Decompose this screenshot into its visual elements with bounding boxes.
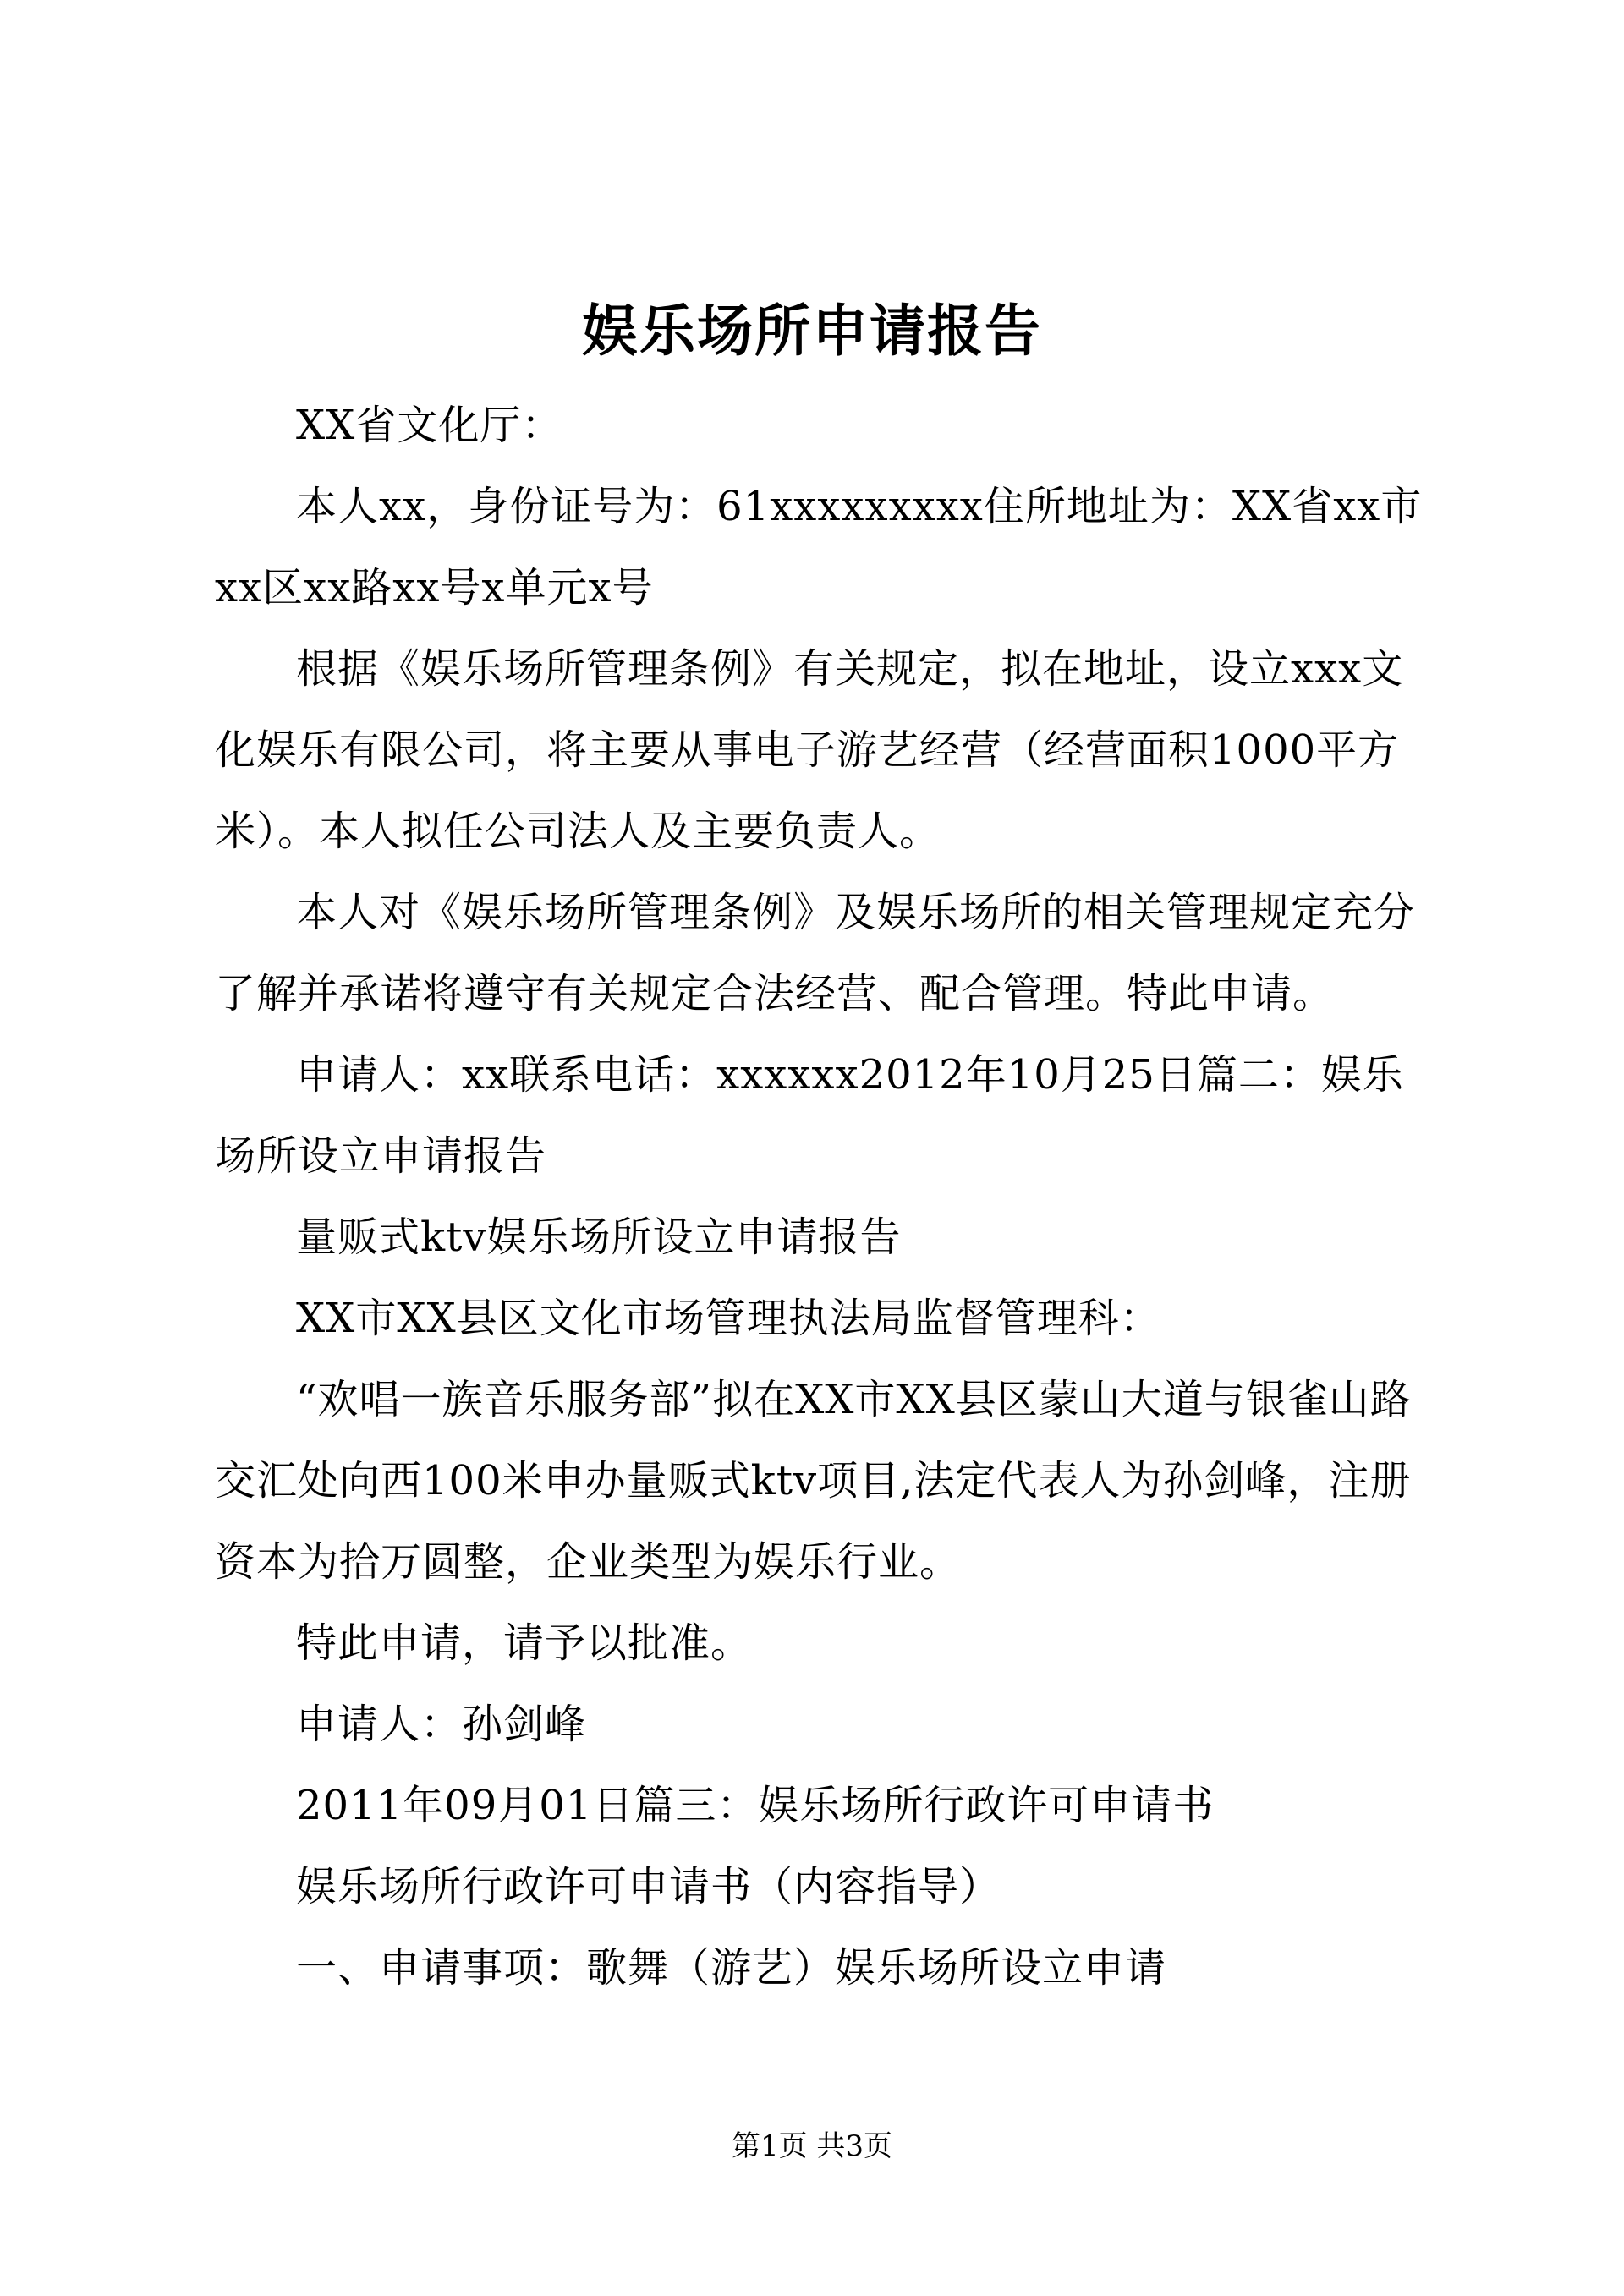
document-title: 娱乐场所申请报告 xyxy=(582,298,1042,364)
paragraph-project-description: “欢唱一族音乐服务部”拟在XX市XX县区蒙山大道与银雀山路交汇处向西100米申办量贩式ktv项目,法定代表人为孙剑峰，注册资本为拾万圆整，企业类型为娱乐行业。 xyxy=(215,1376,1412,1586)
paragraph-commitment: 本人对《娱乐场所管理条例》及娱乐场所的相关管理规定充分了解并承诺将遵守有关规定合法经营、配合管理。特此申请。 xyxy=(215,889,1416,1017)
paragraph-applicant-info: 本人xx，身份证号为：61xxxxxxxxx住所地址为：XX省xx市xx区xx路xx号x单元x号 xyxy=(215,483,1423,611)
paragraph-applicant-contact: 申请人：xx联系电话：xxxxxx2012年10月25日篇二：娱乐场所设立申请报告 xyxy=(215,1051,1404,1180)
paragraph-application-item: 一、申请事项：歌舞（游艺）娱乐场所设立申请 xyxy=(296,1944,1167,1992)
document-body xyxy=(215,385,1433,2008)
paragraph-request-approval: 特此申请，请予以批准。 xyxy=(296,1619,753,1667)
paragraph-recipient: XX市XX县区文化市场管理执法局监督管理科： xyxy=(296,1295,1161,1342)
paragraph-permit-title: 娱乐场所行政许可申请书（内容指导） xyxy=(296,1863,1001,1910)
paragraph-date-section3: 2011年09月01日篇三：娱乐场所行政许可申请书 xyxy=(296,1782,1215,1829)
paragraph-salutation: XX省文化厅： xyxy=(296,402,563,449)
paragraph-applicant-name: 申请人：孙剑峰 xyxy=(296,1701,587,1748)
paragraph-ktv-title: 量贩式ktv娱乐场所设立申请报告 xyxy=(296,1214,902,1261)
page-footer: 第1页 共3页 xyxy=(731,2129,893,2163)
paragraph-regulation-basis: 根据《娱乐场所管理条例》有关规定，拟在地址，设立xxx文化娱乐有限公司，将主要从事电子游艺经营（经营面积1000平方米）。本人拟任公司法人及主要负责人。 xyxy=(215,645,1404,855)
